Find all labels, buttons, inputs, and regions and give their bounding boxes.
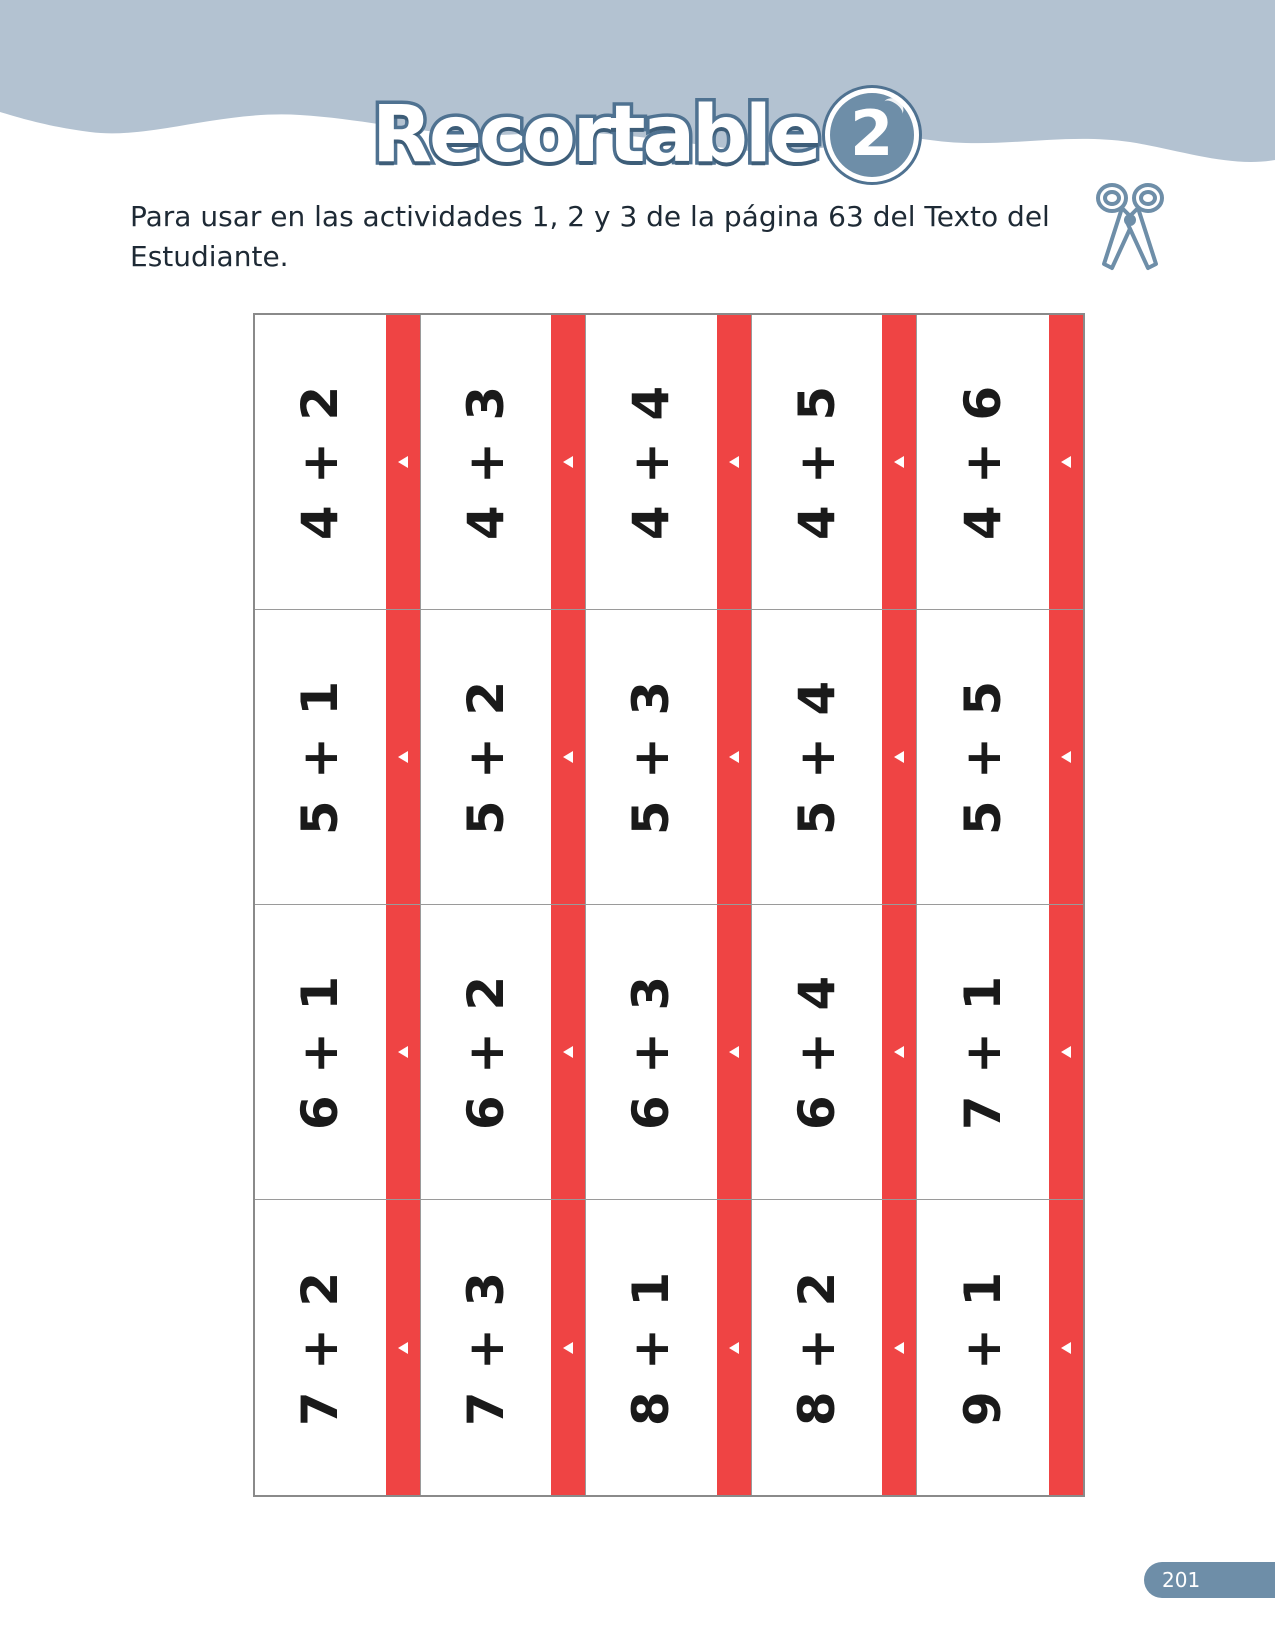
cutout-card — [752, 905, 918, 1200]
cutout-card — [255, 315, 421, 610]
page-number: 201 — [1162, 1568, 1201, 1592]
arrow-left-icon — [1061, 1342, 1071, 1354]
title-text: Recortable — [372, 90, 819, 180]
card-expression: 7 + 1 — [954, 973, 1013, 1131]
card-face — [917, 1200, 1049, 1495]
arrow-left-icon — [729, 456, 739, 468]
cutout-card — [752, 1200, 918, 1495]
card-expression: 4 + 2 — [291, 383, 350, 541]
card-expression: 6 + 2 — [456, 973, 515, 1131]
card-expression: 4 + 5 — [788, 383, 847, 541]
card-expression: 5 + 3 — [622, 678, 681, 836]
arrow-left-icon — [894, 456, 904, 468]
cutout-card — [421, 315, 587, 610]
card-red-strip — [717, 610, 751, 904]
card-red-strip — [1049, 905, 1083, 1199]
card-expression: 9 + 1 — [954, 1269, 1013, 1426]
card-face — [255, 905, 386, 1199]
arrow-left-icon — [398, 1046, 408, 1058]
cutout-card — [421, 610, 587, 905]
arrow-left-icon — [894, 751, 904, 763]
card-red-strip — [386, 315, 420, 609]
card-face — [421, 610, 552, 904]
card-expression: 6 + 3 — [622, 973, 681, 1131]
card-face — [586, 610, 717, 904]
instructions-text: Para usar en las actividades 1, 2 y 3 de la página 63 del Texto del Estudiante. — [130, 200, 1050, 273]
title-number: 2 — [850, 96, 894, 170]
card-expression: 5 + 1 — [291, 678, 350, 836]
arrow-left-icon — [894, 1046, 904, 1058]
arrow-left-icon — [1061, 751, 1071, 763]
cutout-card — [255, 1200, 421, 1495]
card-expression: 5 + 5 — [954, 678, 1013, 836]
card-face — [752, 905, 883, 1199]
card-red-strip — [717, 315, 751, 609]
arrow-left-icon — [1061, 456, 1071, 468]
arrow-left-icon — [729, 751, 739, 763]
card-expression: 5 + 4 — [788, 678, 847, 836]
cutout-card — [421, 1200, 587, 1495]
card-expression: 8 + 1 — [622, 1269, 681, 1426]
card-red-strip — [386, 905, 420, 1199]
card-red-strip — [1049, 315, 1083, 609]
card-red-strip — [882, 905, 916, 1199]
card-face — [752, 1200, 883, 1495]
page-title — [372, 80, 919, 190]
cutout-card — [586, 1200, 752, 1495]
card-red-strip — [1049, 610, 1083, 904]
card-red-strip — [551, 315, 585, 609]
scissors-icon — [1090, 180, 1170, 280]
arrow-left-icon — [729, 1046, 739, 1058]
card-expression: 6 + 4 — [788, 973, 847, 1131]
cutout-card — [586, 905, 752, 1200]
arrow-left-icon — [563, 456, 573, 468]
card-face — [586, 905, 717, 1199]
card-face — [917, 905, 1049, 1199]
cutout-card — [752, 315, 918, 610]
page-number-tab — [1144, 1562, 1275, 1598]
card-expression: 7 + 2 — [291, 1269, 350, 1426]
card-expression: 4 + 3 — [456, 383, 515, 541]
card-red-strip — [386, 1200, 420, 1495]
title-number-badge — [825, 88, 919, 182]
card-face — [421, 1200, 552, 1495]
card-red-strip — [551, 905, 585, 1199]
card-face — [586, 1200, 717, 1495]
arrow-left-icon — [563, 1046, 573, 1058]
card-face — [421, 905, 552, 1199]
card-face — [586, 315, 717, 609]
card-red-strip — [717, 1200, 751, 1495]
card-face — [917, 315, 1049, 609]
card-face — [421, 315, 552, 609]
cutout-card — [917, 610, 1083, 905]
card-face — [752, 610, 883, 904]
card-expression: 5 + 2 — [456, 678, 515, 836]
card-red-strip — [882, 610, 916, 904]
card-red-strip — [551, 1200, 585, 1495]
card-red-strip — [1049, 1200, 1083, 1495]
card-red-strip — [386, 610, 420, 904]
cutout-card — [586, 610, 752, 905]
cutout-card — [917, 905, 1083, 1200]
card-face — [752, 315, 883, 609]
card-red-strip — [882, 315, 916, 609]
card-face — [917, 610, 1049, 904]
arrow-left-icon — [563, 1342, 573, 1354]
card-expression: 7 + 3 — [456, 1269, 515, 1426]
cutout-card — [255, 610, 421, 905]
card-expression: 6 + 1 — [291, 973, 350, 1131]
cutout-card — [917, 1200, 1083, 1495]
cutout-card — [421, 905, 587, 1200]
card-expression: 4 + 6 — [954, 383, 1013, 541]
arrow-left-icon — [563, 751, 573, 763]
arrow-left-icon — [894, 1342, 904, 1354]
cutout-card — [752, 610, 918, 905]
cutout-card — [917, 315, 1083, 610]
card-face — [255, 610, 386, 904]
cutout-card-grid — [253, 313, 1085, 1497]
arrow-left-icon — [729, 1342, 739, 1354]
arrow-left-icon — [398, 456, 408, 468]
arrow-left-icon — [398, 751, 408, 763]
card-face — [255, 315, 386, 609]
cutout-card — [255, 905, 421, 1200]
card-red-strip — [717, 905, 751, 1199]
card-expression: 8 + 2 — [788, 1269, 847, 1426]
card-red-strip — [882, 1200, 916, 1495]
arrow-left-icon — [398, 1342, 408, 1354]
cutout-card — [586, 315, 752, 610]
card-red-strip — [551, 610, 585, 904]
card-face — [255, 1200, 386, 1495]
card-expression: 4 + 4 — [622, 383, 681, 541]
arrow-left-icon — [1061, 1046, 1071, 1058]
